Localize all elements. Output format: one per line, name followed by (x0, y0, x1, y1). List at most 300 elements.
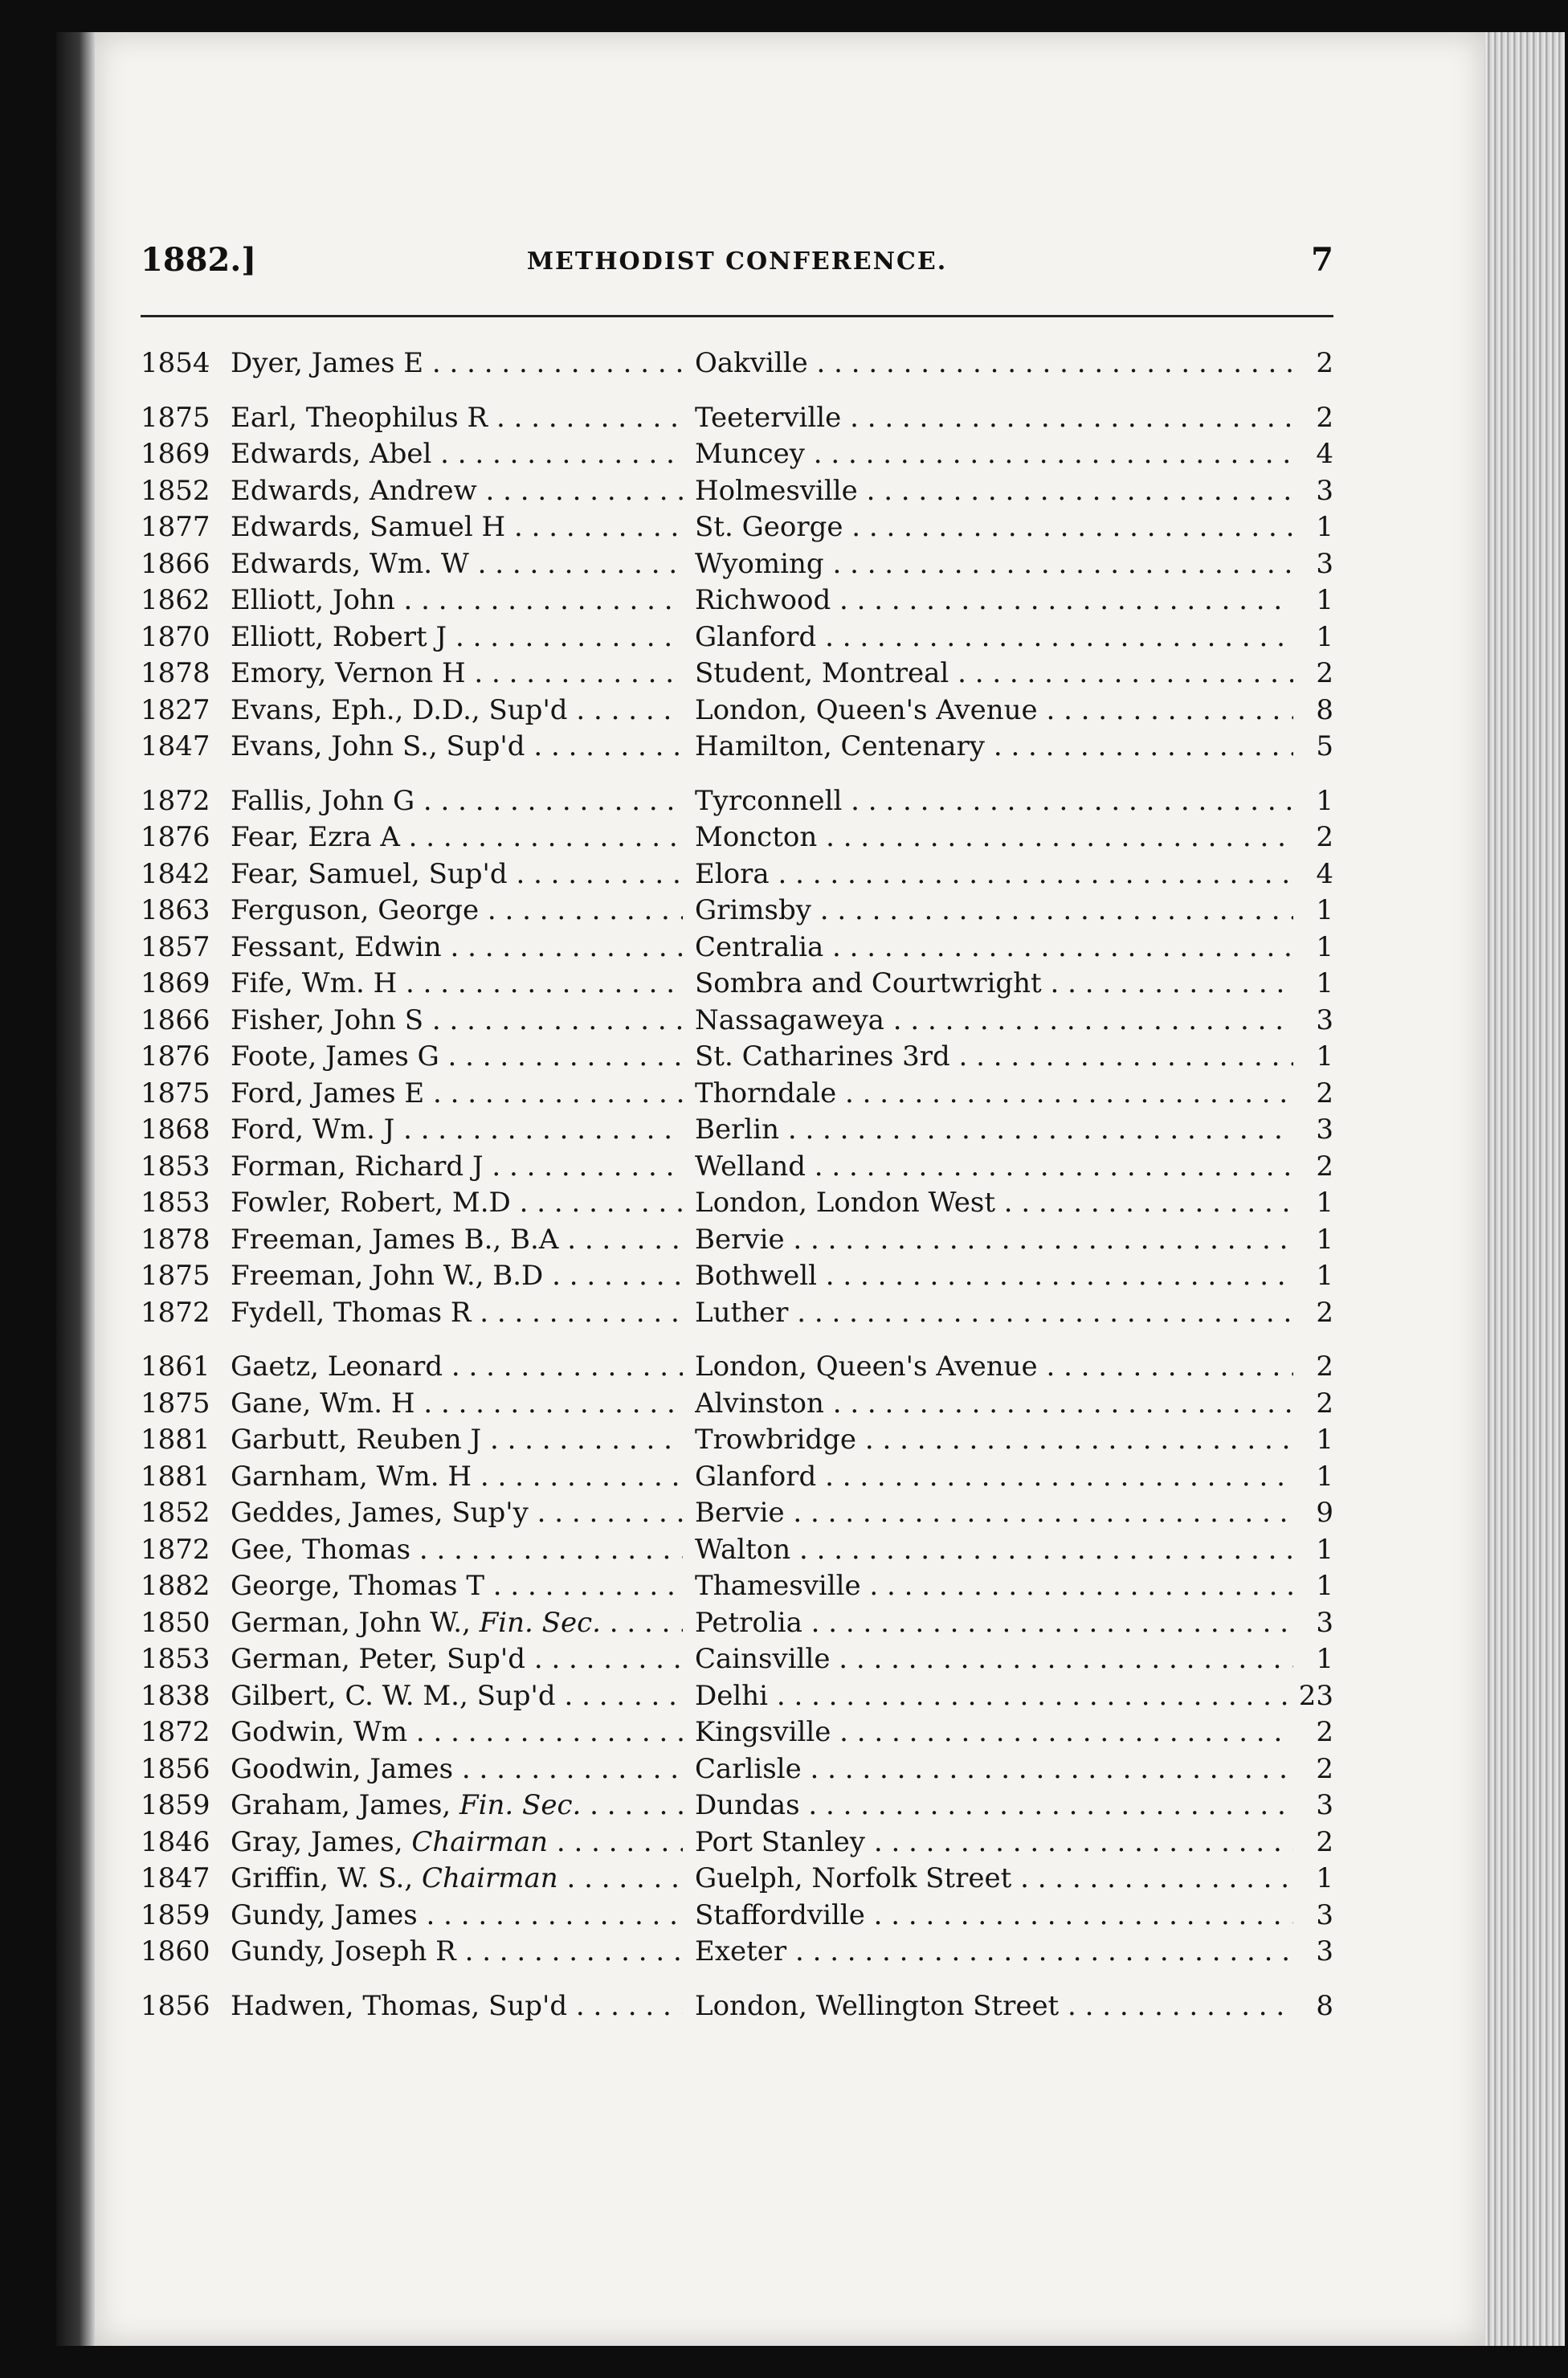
entry-year: 1881 (141, 1460, 210, 1493)
entry-station (695, 436, 1293, 473)
entry-year: 1850 (141, 1606, 210, 1639)
entry-count: 3 (1316, 1606, 1333, 1639)
entry-count: 1 (1316, 784, 1333, 817)
entry-row (141, 656, 1333, 693)
entry-name-text: Fear, Ezra A (231, 821, 400, 853)
page-edges (1484, 32, 1565, 2346)
entry-name-text: Gundy, James (231, 1898, 418, 1931)
entry-name-text: Goodwin, James (231, 1752, 454, 1785)
entry-count: 3 (1316, 547, 1333, 580)
entry-row (141, 582, 1333, 619)
entry-count: 1 (1316, 511, 1333, 543)
entry-station (695, 1714, 1293, 1751)
entry-row (141, 1495, 1333, 1532)
entry-count: 2 (1316, 401, 1333, 434)
entry-count: 1 (1316, 1533, 1333, 1566)
entry-count: 4 (1316, 438, 1333, 470)
binding-edge (56, 32, 95, 2346)
entry-station (695, 509, 1293, 546)
entry-station-text: Thorndale (695, 1077, 837, 1109)
entry-count: 1 (1316, 1223, 1333, 1256)
entry-station-text: Dundas (695, 1789, 800, 1821)
entry-year: 1876 (141, 821, 210, 853)
entry-row (141, 1386, 1333, 1423)
entry-name (231, 729, 683, 766)
entry-station (695, 1386, 1293, 1423)
entry-count: 3 (1316, 474, 1333, 507)
entry-row (141, 546, 1333, 583)
entry-station-text: Oakville (695, 347, 808, 379)
entry-name-text: Hadwen, Thomas, Sup'd (231, 1989, 568, 2022)
entry-name (231, 1076, 683, 1113)
entry-count: 1 (1316, 1460, 1333, 1493)
entry-station (695, 1422, 1293, 1459)
header-year: 1882.] (141, 241, 257, 279)
entry-station (695, 1295, 1293, 1332)
entry-station-text: Richwood (695, 584, 831, 616)
entry-name-text: Fallis, John G (231, 784, 415, 817)
entry-station (695, 1222, 1293, 1259)
entry-name (231, 1185, 683, 1222)
entry-name-text: Ford, Wm. J (231, 1113, 395, 1146)
entry-row (141, 1222, 1333, 1259)
entry-year: 1872 (141, 1716, 210, 1748)
entry-name (231, 1678, 683, 1715)
entry-station (695, 1641, 1293, 1678)
header-title: METHODIST CONFERENCE. (526, 247, 948, 276)
entry-count: 2 (1316, 821, 1333, 853)
page-number: 7 (1311, 241, 1333, 279)
entry-station (695, 1934, 1293, 1971)
entry-name (231, 1112, 683, 1149)
entry-name-text: Godwin, Wm (231, 1716, 408, 1748)
entry-year: 1838 (141, 1679, 210, 1712)
entry-count: 2 (1316, 1150, 1333, 1183)
entry-office: Fin. Sec. (459, 1789, 582, 1821)
entry-name-text: Emory, Vernon H (231, 657, 466, 689)
entry-name (231, 436, 683, 473)
entry-count: 1 (1316, 1570, 1333, 1602)
entry-row (141, 729, 1333, 766)
entry-year: 1863 (141, 894, 210, 926)
entry-year: 1857 (141, 930, 210, 963)
entry-name (231, 930, 683, 966)
entry-name-text: Elliott, Robert J (231, 620, 447, 653)
entry-station (695, 1112, 1293, 1149)
entry-name (231, 1934, 683, 1971)
entry-row (141, 436, 1333, 473)
entry-row (141, 1934, 1333, 1971)
entry-station (695, 546, 1293, 583)
entry-row (141, 783, 1333, 820)
entry-row (141, 1641, 1333, 1678)
entry-count: 3 (1316, 1935, 1333, 1967)
entry-station-text: Luther (695, 1296, 789, 1329)
entry-name-text: Edwards, Wm. W (231, 547, 469, 580)
entry-row (141, 1349, 1333, 1386)
entry-count: 1 (1316, 1187, 1333, 1219)
entry-station (695, 1751, 1293, 1788)
entry-station-text: Port Stanley (695, 1825, 866, 1858)
entry-name-text: Evans, Eph., D.D., Sup'd (231, 693, 568, 726)
entry-name (231, 345, 683, 382)
entry-year: 1860 (141, 1935, 210, 1967)
entry-year: 1866 (141, 547, 210, 580)
entry-name (231, 1295, 683, 1332)
entry-year: 1876 (141, 1040, 210, 1073)
entry-count: 3 (1316, 1003, 1333, 1036)
entry-count: 1 (1316, 620, 1333, 653)
entry-year: 1881 (141, 1424, 210, 1456)
entry-name (231, 1258, 683, 1295)
entry-station (695, 783, 1293, 820)
entry-station-text: Glanford (695, 1460, 817, 1493)
entry-station-text: Teeterville (695, 401, 842, 434)
entry-name (231, 893, 683, 930)
entry-station (695, 819, 1293, 856)
entry-year: 1859 (141, 1789, 210, 1821)
entry-station (695, 966, 1293, 1003)
entry-station-text: Wyoming (695, 547, 824, 580)
entry-name-text: Edwards, Andrew (231, 474, 477, 507)
entry-year: 1866 (141, 1003, 210, 1036)
entry-name (231, 1751, 683, 1788)
entry-station (695, 656, 1293, 693)
entry-station-text: Sombra and Courtwright (695, 967, 1042, 999)
entry-row (141, 1039, 1333, 1076)
entry-year: 1872 (141, 1533, 210, 1566)
entry-year: 1869 (141, 438, 210, 470)
entry-year: 1827 (141, 693, 210, 726)
entry-name-text: Garbutt, Reuben J (231, 1424, 482, 1456)
entry-count: 1 (1316, 1040, 1333, 1073)
entry-name-text: Ferguson, George (231, 894, 480, 926)
entry-count: 1 (1316, 894, 1333, 926)
entry-station-text: Nassagaweya (695, 1003, 884, 1036)
entry-station-text: Elora (695, 857, 770, 890)
entry-count: 3 (1316, 1898, 1333, 1931)
entry-count: 1 (1316, 930, 1333, 963)
entry-count: 1 (1316, 1862, 1333, 1894)
entry-row (141, 1258, 1333, 1295)
entry-name (231, 1532, 683, 1569)
entry-name (231, 966, 683, 1003)
entry-count: 2 (1316, 1350, 1333, 1383)
entry-name-text: Gee, Thomas (231, 1533, 411, 1566)
entry-row (141, 930, 1333, 966)
entry-station-text: Guelph, Norfolk Street (695, 1862, 1012, 1894)
entry-name (231, 582, 683, 619)
entry-year: 1847 (141, 1862, 210, 1894)
entry-year: 1878 (141, 657, 210, 689)
entry-station-text: Bothwell (695, 1260, 817, 1292)
entry-year: 1853 (141, 1187, 210, 1219)
entry-station (695, 1788, 1293, 1824)
entry-name-text: Dyer, James E (231, 347, 424, 379)
entry-name (231, 693, 683, 729)
entry-name (231, 1222, 683, 1259)
entry-row (141, 893, 1333, 930)
entry-year: 1846 (141, 1825, 210, 1858)
entry-count: 1 (1316, 1643, 1333, 1675)
entry-row (141, 1112, 1333, 1149)
entry-station-text: Delhi (695, 1679, 769, 1712)
entry-station-text: London, Queen's Avenue (695, 693, 1038, 726)
entry-station (695, 1185, 1293, 1222)
entry-year: 1852 (141, 1497, 210, 1529)
entry-count: 2 (1316, 1387, 1333, 1420)
entry-station-text: Moncton (695, 821, 818, 853)
entry-row (141, 400, 1333, 437)
entry-row (141, 345, 1333, 382)
entry-year: 1862 (141, 584, 210, 616)
entry-name (231, 1898, 683, 1935)
entry-row (141, 1714, 1333, 1751)
entry-row (141, 1532, 1333, 1569)
entry-name (231, 783, 683, 820)
entry-station-text: Student, Montreal (695, 657, 949, 689)
entry-name-text: Elliott, John (231, 584, 395, 616)
entry-row (141, 1422, 1333, 1459)
entry-year: 1856 (141, 1989, 210, 2022)
entry-row (141, 1568, 1333, 1605)
entry-row (141, 819, 1333, 856)
entry-row (141, 473, 1333, 510)
entry-name-text: German, Peter, Sup'd (231, 1643, 526, 1675)
entry-station-text: Carlisle (695, 1752, 802, 1785)
entry-count: 2 (1316, 657, 1333, 689)
entry-name-text: Gray, James, (231, 1825, 412, 1858)
entry-row (141, 1988, 1333, 2025)
entry-station (695, 693, 1293, 729)
entry-count: 2 (1316, 1296, 1333, 1329)
entry-station-text: Thamesville (695, 1570, 861, 1602)
entry-row (141, 1898, 1333, 1935)
entry-station (695, 1988, 1293, 2025)
entry-station-text: Hamilton, Centenary (695, 730, 986, 762)
entry-count: 8 (1316, 693, 1333, 726)
entry-year: 1856 (141, 1752, 210, 1785)
entry-count: 1 (1316, 1260, 1333, 1292)
entry-name (231, 819, 683, 856)
entry-name (231, 1039, 683, 1076)
entry-year: 1875 (141, 401, 210, 434)
entry-name-text: Fessant, Edwin (231, 930, 442, 963)
entry-name (231, 1641, 683, 1678)
entry-name-text: Fife, Wm. H (231, 967, 398, 999)
entry-name (231, 1149, 683, 1186)
entry-station-text: Tyrconnell (695, 784, 843, 817)
entry-name (231, 1861, 683, 1898)
entry-year: 1859 (141, 1898, 210, 1931)
entry-station (695, 1003, 1293, 1040)
entry-row (141, 1788, 1333, 1824)
entry-name (231, 1422, 683, 1459)
entry-row (141, 1295, 1333, 1332)
entry-year: 1875 (141, 1077, 210, 1109)
entry-count: 2 (1316, 1077, 1333, 1109)
entry-year: 1872 (141, 784, 210, 817)
entry-name-text: Ford, James E (231, 1077, 425, 1109)
entry-station (695, 619, 1293, 656)
entry-count: 1 (1316, 967, 1333, 999)
entry-count: 4 (1316, 857, 1333, 890)
entry-station-text: St. George (695, 511, 843, 543)
entry-row (141, 1459, 1333, 1496)
entry-count: 2 (1316, 347, 1333, 379)
entry-name (231, 400, 683, 437)
entry-name-text: Garnham, Wm. H (231, 1460, 472, 1493)
entry-name-text: Freeman, James B., B.A (231, 1223, 559, 1256)
entry-year: 1847 (141, 730, 210, 762)
entry-name (231, 1459, 683, 1496)
entry-station-text: Petrolia (695, 1606, 802, 1639)
entry-count: 2 (1316, 1825, 1333, 1858)
entry-name-text: Freeman, John W., B.D (231, 1260, 544, 1292)
entry-row (141, 1861, 1333, 1898)
entry-station-text: Holmesville (695, 474, 858, 507)
entry-year: 1877 (141, 511, 210, 543)
entry-year: 1875 (141, 1387, 210, 1420)
entry-name-text: Gilbert, C. W. M., Sup'd (231, 1679, 556, 1712)
entry-station (695, 400, 1293, 437)
entry-name-text: George, Thomas T (231, 1570, 484, 1602)
entry-station-text: Grimsby (695, 894, 811, 926)
entry-station-text: Cainsville (695, 1643, 831, 1675)
entry-year: 1875 (141, 1260, 210, 1292)
entry-name (231, 473, 683, 510)
entry-station-text: Muncey (695, 438, 805, 470)
entry-row (141, 1605, 1333, 1642)
entry-name-text: Geddes, James, Sup'y (231, 1497, 529, 1529)
entry-count: 1 (1316, 1424, 1333, 1456)
entry-station (695, 1039, 1293, 1076)
entry-count: 5 (1316, 730, 1333, 762)
entry-station (695, 729, 1293, 766)
entry-year: 1868 (141, 1113, 210, 1146)
entry-year: 1869 (141, 967, 210, 999)
entry-name (231, 1605, 683, 1642)
entry-station (695, 1861, 1293, 1898)
entry-row (141, 1824, 1333, 1861)
entry-row (141, 1003, 1333, 1040)
entry-name (231, 1568, 683, 1605)
entry-station (695, 1258, 1293, 1295)
entry-year: 1882 (141, 1570, 210, 1602)
entry-name-text: Evans, John S., Sup'd (231, 730, 525, 762)
entry-name-text: Fowler, Robert, M.D (231, 1187, 511, 1219)
header-rule (141, 315, 1333, 317)
station-list (141, 345, 1333, 2025)
entry-count: 1 (1316, 584, 1333, 616)
entry-station-text: Berlin (695, 1113, 780, 1146)
entry-station (695, 1824, 1293, 1861)
entry-name (231, 856, 683, 893)
entry-year: 1853 (141, 1643, 210, 1675)
entry-station-text: Walton (695, 1533, 791, 1566)
entry-name-text: Edwards, Abel (231, 438, 432, 470)
entry-name (231, 656, 683, 693)
entry-station (695, 1678, 1293, 1715)
entry-year: 1852 (141, 474, 210, 507)
entry-year: 1870 (141, 620, 210, 653)
entry-station-text: Staffordville (695, 1898, 865, 1931)
entry-count: 2 (1316, 1716, 1333, 1748)
entry-year: 1878 (141, 1223, 210, 1256)
entry-station (695, 930, 1293, 966)
running-header (141, 241, 1333, 289)
entry-name (231, 1003, 683, 1040)
entry-name (231, 546, 683, 583)
entry-year: 1842 (141, 857, 210, 890)
entry-name-text: German, John W., (231, 1606, 480, 1639)
entry-name-text: Fydell, Thomas R (231, 1296, 472, 1329)
entry-name (231, 1824, 683, 1861)
entry-station (695, 1076, 1293, 1113)
entry-station (695, 582, 1293, 619)
entry-station-text: London, London West (695, 1187, 995, 1219)
entry-station (695, 1459, 1293, 1496)
entry-station (695, 893, 1293, 930)
entry-station (695, 1605, 1293, 1642)
entry-station (695, 856, 1293, 893)
entry-office: Chairman (411, 1825, 549, 1858)
entry-count: 8 (1316, 1989, 1333, 2022)
entry-count: 3 (1316, 1789, 1333, 1821)
entry-name (231, 1349, 683, 1386)
entry-station (695, 1349, 1293, 1386)
entry-station-text: Welland (695, 1150, 806, 1183)
entry-row (141, 1751, 1333, 1788)
entry-name (231, 1495, 683, 1532)
entry-station-text: Bervie (695, 1497, 785, 1529)
entry-station-text: Kingsville (695, 1716, 831, 1748)
entry-row (141, 693, 1333, 729)
entry-name (231, 1788, 683, 1824)
entry-station-text: Trowbridge (695, 1424, 857, 1456)
entry-station-text: Centralia (695, 930, 824, 963)
entry-station (695, 1495, 1293, 1532)
entry-row (141, 1149, 1333, 1186)
entry-row (141, 966, 1333, 1003)
entry-name-text: Earl, Theophilus R (231, 401, 488, 434)
entry-name (231, 1386, 683, 1423)
entry-row (141, 1678, 1333, 1715)
entry-name-text: Foote, James G (231, 1040, 439, 1073)
entry-name-text: Edwards, Samuel H (231, 511, 506, 543)
entry-office: Chairman (421, 1862, 558, 1894)
entry-count: 3 (1316, 1113, 1333, 1146)
entry-count: 2 (1316, 1752, 1333, 1785)
entry-row (141, 1185, 1333, 1222)
entry-office: Fin. Sec. (479, 1606, 601, 1639)
entry-station (695, 473, 1293, 510)
entry-name-text: Forman, Richard J (231, 1150, 484, 1183)
entry-station (695, 1149, 1293, 1186)
entry-year: 1872 (141, 1296, 210, 1329)
entry-station-text: Alvinston (695, 1387, 824, 1420)
entry-name-text: Gaetz, Leonard (231, 1350, 443, 1383)
entry-year: 1854 (141, 347, 210, 379)
entry-station-text: Glanford (695, 620, 817, 653)
entry-name-text: Fisher, John S (231, 1003, 424, 1036)
entry-name-text: Gane, Wm. H (231, 1387, 415, 1420)
entry-name-text: Graham, James, (231, 1789, 460, 1821)
entry-year: 1861 (141, 1350, 210, 1383)
entry-name (231, 619, 683, 656)
entry-station-text: Bervie (695, 1223, 785, 1256)
entry-name (231, 1714, 683, 1751)
